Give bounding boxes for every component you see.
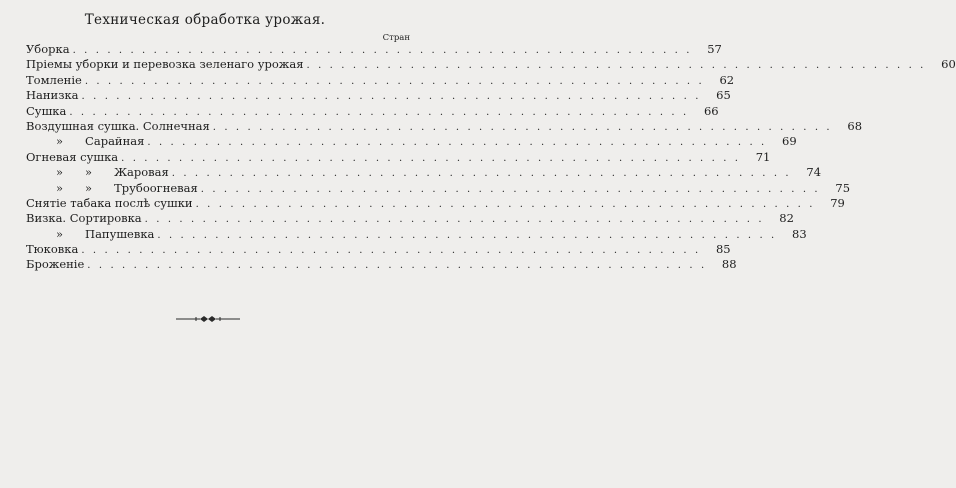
toc-entry bbox=[26, 195, 845, 211]
toc-entry-text: Жаровая bbox=[114, 165, 169, 180]
toc-entry-text: Папушевка bbox=[85, 226, 155, 241]
toc-entry-text: Трубоогневая bbox=[114, 180, 198, 195]
toc-entry-label: Визка. Сортировка bbox=[26, 211, 145, 226]
toc-entry bbox=[26, 226, 807, 242]
toc-entry bbox=[26, 242, 731, 257]
toc-entry-label: Снятіе табака послѣ сушки bbox=[26, 196, 196, 211]
toc-entry bbox=[26, 72, 735, 88]
toc-entry bbox=[26, 149, 771, 165]
ditto-mark: » bbox=[56, 165, 64, 180]
dot-leader: ...................................................... bbox=[200, 183, 827, 195]
dot-leader: ...................................................... bbox=[81, 91, 707, 103]
toc-entry-text: Сарайная bbox=[85, 134, 145, 149]
toc-entry-label bbox=[26, 181, 201, 196]
section-heading: Техническая обработка урожая. bbox=[84, 12, 326, 28]
toc-entry bbox=[26, 134, 797, 149]
toc-entry-label: Пріемы уборки и перевозка зеленаго урожая bbox=[26, 57, 307, 72]
toc-entry-page: 68 bbox=[847, 118, 863, 133]
ditto-mark: » bbox=[85, 165, 93, 180]
dot-leader: ...................................................... bbox=[147, 137, 773, 149]
toc-entry bbox=[26, 180, 851, 196]
toc-entry-label bbox=[26, 227, 157, 242]
toc-entry-page: 65 bbox=[716, 88, 731, 103]
dot-leader: ...................................................... bbox=[171, 168, 798, 180]
toc-entry-page: 69 bbox=[782, 134, 797, 149]
toc-entry-page: 57 bbox=[707, 42, 722, 56]
toc-entry-label: Огневая сушка bbox=[26, 150, 121, 165]
toc-entry bbox=[26, 165, 822, 180]
toc-entry-page: 74 bbox=[806, 165, 822, 180]
ditto-mark: » bbox=[85, 180, 93, 195]
dot-leader: ...................................................... bbox=[84, 75, 711, 87]
toc-entry-page: 82 bbox=[779, 211, 794, 226]
toc-entry-label: Нанизка bbox=[26, 88, 82, 103]
dot-leader: ...................................................... bbox=[157, 229, 783, 241]
dot-leader: ...................................................... bbox=[121, 152, 747, 164]
toc-entry bbox=[26, 42, 722, 57]
dot-leader: ...................................................... bbox=[144, 214, 770, 226]
dot-leader: ...................................................... bbox=[212, 121, 839, 133]
table-of-contents bbox=[26, 42, 956, 273]
toc-entry-page: 71 bbox=[755, 149, 771, 164]
dot-leader: ...................................................... bbox=[72, 45, 698, 56]
toc-entry bbox=[26, 103, 719, 119]
dot-leader: ...................................................... bbox=[306, 60, 932, 72]
toc-entry bbox=[26, 211, 794, 226]
toc-entry-label: Сушка bbox=[26, 104, 69, 119]
toc-entry bbox=[26, 88, 731, 103]
toc-entry-label bbox=[26, 165, 172, 180]
toc-entry-page: 66 bbox=[703, 103, 719, 118]
toc-entry-page: 75 bbox=[835, 180, 851, 195]
toc-entry-label: Броженіе bbox=[26, 257, 87, 272]
dot-leader: ...................................................... bbox=[81, 245, 707, 257]
toc-entry-page: 79 bbox=[830, 195, 845, 210]
toc-entry-page: 83 bbox=[792, 226, 807, 241]
toc-entry bbox=[26, 57, 956, 72]
toc-entry-label: Томленіе bbox=[26, 73, 85, 88]
toc-entry-label: Воздушная сушка. Солнечная bbox=[26, 119, 213, 134]
dot-leader: ...................................................... bbox=[87, 260, 713, 272]
ornament-divider-icon bbox=[176, 315, 240, 323]
toc-entry-label bbox=[26, 134, 147, 149]
toc-entry-page: 60 bbox=[941, 57, 956, 72]
ditto-mark: » bbox=[56, 226, 64, 241]
dot-leader: ...................................................... bbox=[69, 106, 695, 118]
dot-leader: ...................................................... bbox=[195, 198, 821, 210]
toc-entry bbox=[26, 257, 737, 272]
toc-entry-page: 85 bbox=[715, 242, 731, 257]
toc-entry-label: Тюковка bbox=[26, 242, 81, 257]
toc-entry bbox=[26, 118, 863, 134]
ditto-mark: » bbox=[56, 134, 64, 149]
toc-entry-page: 62 bbox=[719, 72, 735, 87]
page-column-header: Стран bbox=[382, 33, 410, 43]
toc-entry-label: Уборка bbox=[26, 42, 73, 57]
ditto-mark: » bbox=[56, 180, 64, 195]
toc-entry-page: 88 bbox=[721, 257, 737, 272]
